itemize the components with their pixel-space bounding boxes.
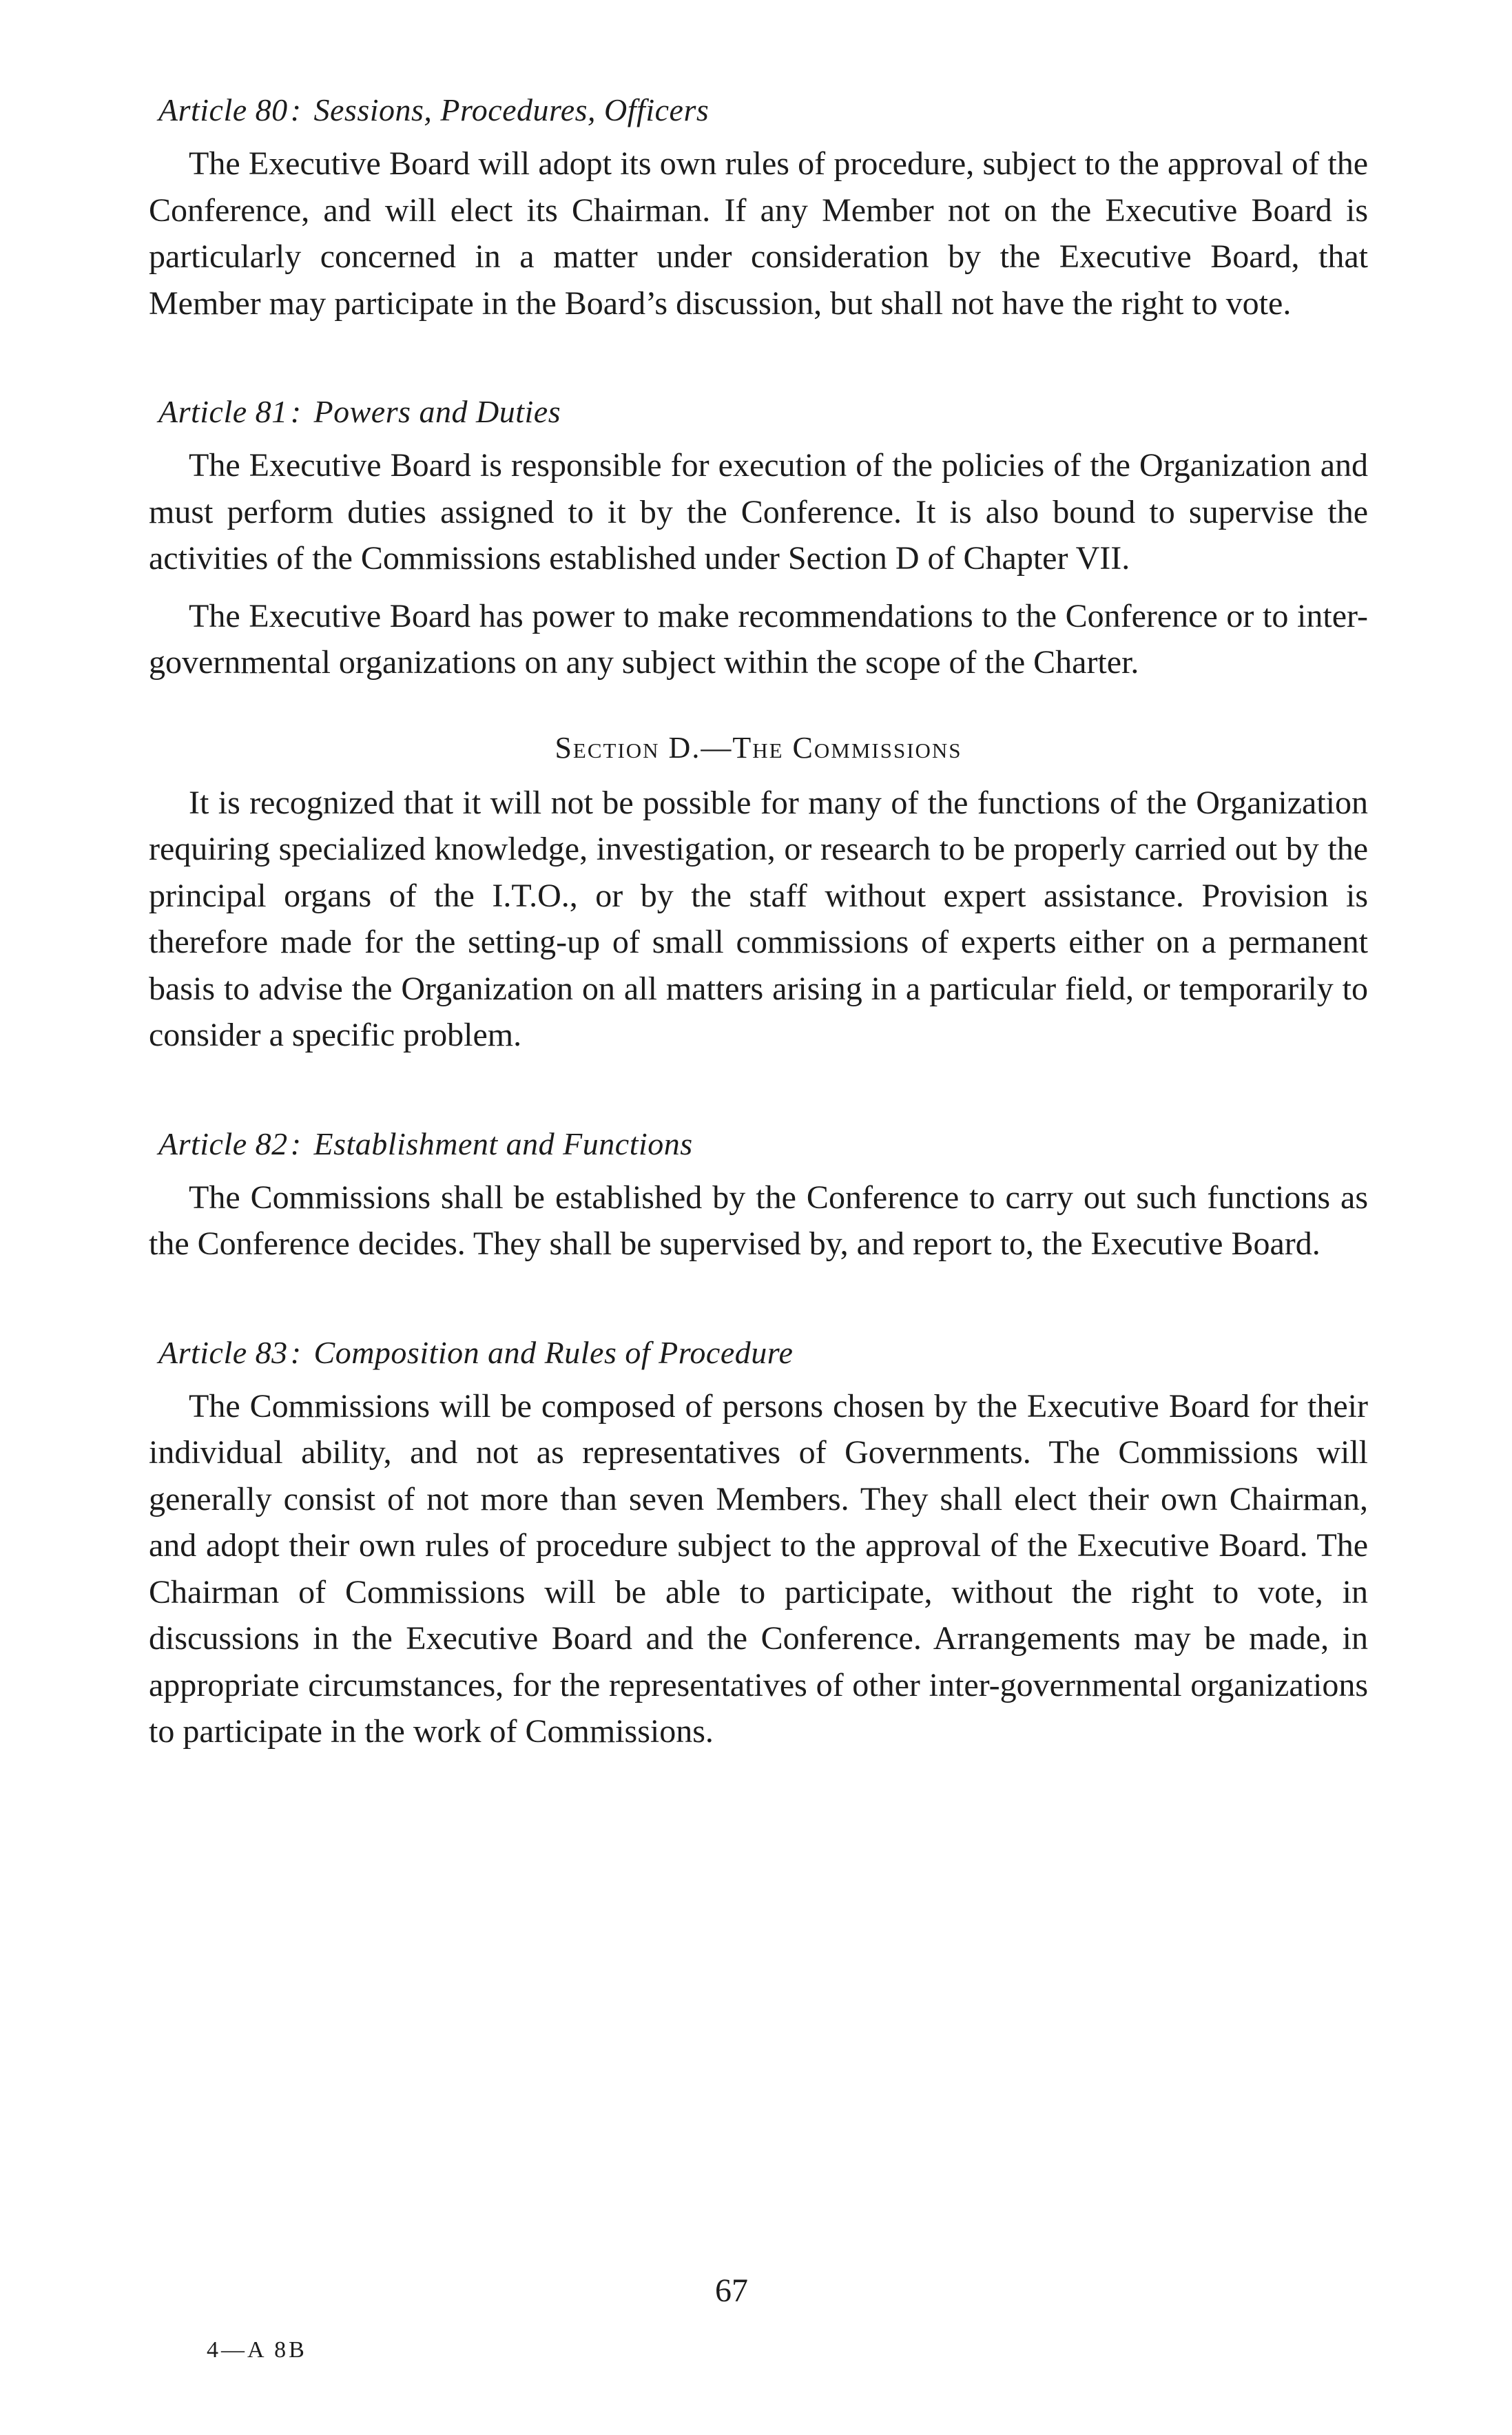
page-number: 67	[715, 2272, 748, 2309]
article-number: Article 81	[158, 394, 288, 429]
section-paragraph: It is recognized that it will not be possible for many of the functions of the Organization requiring specialized knowledge, investigation, or research to be properly carried out by the principal organs of the I.T.O., or by the staff without expert assistance. Provision is therefore made for the setting-up of small commissions of experts either on a permanent basis to advise the Organization on all matters arising in a particular field, or temporarily to consider a specific problem.	[149, 784, 1368, 1053]
article-paragraph: The Commissions will be composed of persons chosen by the Executive Board for their individual ability, and not as representatives of Governments. The Commissions will generally consist of not more than seven Members. They shall elect their own Chairman, and adopt their own rules of procedure subject to the approval of the Executive Board. The Chairman of Commissions will be able to participate, without the right to vote, in discussions in the Executive Board and the Conference. Arrangements may be made, in appropriate circumstances, for the representatives of other inter-governmental organizations to participate in the work of Commissions.	[149, 1387, 1368, 1750]
article-title: Establishment and Functions	[313, 1126, 693, 1161]
section-heading: Section D.—The Commissions	[555, 730, 962, 765]
article-heading: Article 80: Sessions, Procedures, Officers	[158, 92, 710, 127]
article-number: Article 83	[158, 1334, 288, 1370]
article-80	[149, 88, 1368, 327]
article-number: Article 82	[158, 1126, 288, 1161]
article-title: Powers and Duties	[313, 394, 561, 429]
article-title: Sessions, Procedures, Officers	[313, 92, 710, 127]
article-83	[149, 1331, 1368, 1755]
article-paragraph: The Executive Board will adopt its own rules of procedure, subject to the approval of the Conference, and will elect its Chairman. If any Member not on the Executive Board is particularly concerned in a matter under consideration by the Executive Board, that Member may participate in the Board’s discussion, but shall not have the right to vote.	[149, 145, 1368, 322]
article-81	[149, 390, 1368, 686]
article-paragraph: The Commissions shall be established by the Conference to carry out such functions as the Conference decides. They shall be supervised by, and report to, the Executive Board.	[149, 1179, 1368, 1262]
section-d	[149, 726, 1368, 1059]
article-title: Composition and Rules of Procedure	[313, 1334, 794, 1370]
article-heading: Article 81: Powers and Duties	[158, 394, 561, 429]
article-heading: Article 82: Establishment and Functions	[158, 1126, 693, 1161]
article-number: Article 80	[158, 92, 288, 127]
page-content	[149, 88, 1368, 1819]
article-paragraph: The Executive Board is responsible for execution of the policies of the Organization and must perform duties assigned to it by the Conference. It is also bound to supervise the activities of the Commissions established under Section D of Chapter VII.	[149, 447, 1368, 577]
article-heading: Article 83: Composition and Rules of Procedure	[158, 1334, 794, 1370]
printer-signature: 4—A 8B	[207, 2337, 307, 2363]
article-paragraph: The Executive Board has power to make recommendations to the Conference or to inter-governmental organizations on any subject within the scope of the Charter.	[149, 597, 1368, 681]
article-82	[149, 1122, 1368, 1267]
